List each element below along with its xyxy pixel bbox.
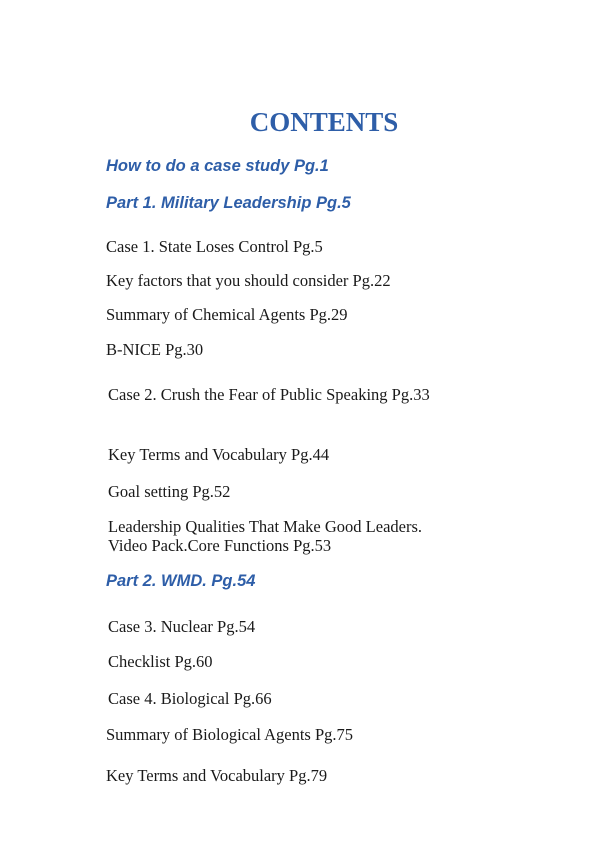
toc-entry[interactable]: Key Terms and Vocabulary Pg.44	[108, 445, 330, 464]
section-heading-part-1[interactable]: Part 1. Military Leadership Pg.5	[106, 194, 351, 212]
toc-entry[interactable]: Checklist Pg.60	[108, 652, 213, 671]
section-heading-case-study[interactable]: How to do a case study Pg.1	[106, 157, 329, 175]
toc-entry[interactable]: Summary of Biological Agents Pg.75	[106, 725, 354, 744]
toc-entry[interactable]: Key factors that you should consider Pg.22	[106, 271, 391, 290]
page-title: CONTENTS	[249, 107, 399, 137]
toc-entry[interactable]: Goal setting Pg.52	[108, 482, 231, 501]
toc-entry[interactable]: Leadership Qualities That Make Good Leaders.	[108, 517, 423, 536]
toc-entry[interactable]: B-NICE Pg.30	[106, 340, 204, 359]
toc-entry[interactable]: Video Pack.Core Functions Pg.53	[108, 536, 332, 555]
toc-entry[interactable]: Case 2. Crush the Fear of Public Speaking Pg.33	[108, 385, 430, 404]
toc-entry[interactable]: Case 4. Biological Pg.66	[108, 689, 272, 708]
toc-entry[interactable]: Summary of Chemical Agents Pg.29	[106, 305, 348, 324]
toc-entry[interactable]: Key Terms and Vocabulary Pg.79	[106, 766, 328, 785]
toc-entry[interactable]: Case 1. State Loses Control Pg.5	[106, 237, 323, 256]
section-heading-part-2[interactable]: Part 2. WMD. Pg.54	[106, 572, 256, 590]
toc-entry[interactable]: Case 3. Nuclear Pg.54	[108, 617, 256, 636]
